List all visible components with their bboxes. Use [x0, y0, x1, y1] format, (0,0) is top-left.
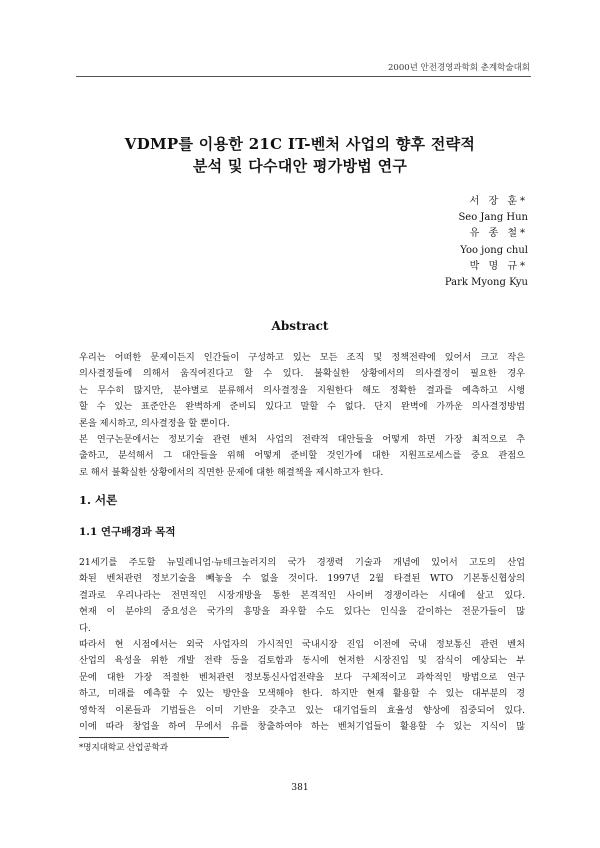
footnote-rule: [79, 737, 229, 738]
text-line: 우리는 어떠한 문제이든지 인간들이 구성하고 있는 모든 조직 및 정책전략에 있어서 크고 작은: [79, 352, 525, 363]
text-line: 하고, 미래를 예측할 수 있는 방안을 모색해야 한다. 하지만 현재 활용할 수 있는 대부분의 경: [79, 688, 525, 700]
text-line: 이에 따라 창업을 하여 무에서 유를 창출하여야 하는 벤처기업들이 활용할 수 있는 지식이 많: [79, 721, 525, 733]
body-paragraph-2: [79, 637, 525, 735]
text-line: 다.: [79, 622, 91, 634]
text-line: 할 수 있는 표준안은 완벽하게 준비되 있다고 말할 수 없다. 단지 완벽에 가까운 의사결정방법: [79, 401, 525, 413]
text-line: 는 무수히 많지만, 분야별로 분류해서 의사결정을 지원한다 해도 정확한 결과를 예측하고 시행: [79, 384, 525, 396]
section-1-1-heading: 1.1 연구배경과 목적: [79, 526, 176, 538]
text-line: 출하고, 분석해서 그 대안들을 위해 어떻게 준비할 것인가에 대한 지원프로세스를 중요 관점으: [79, 450, 525, 462]
author-2-english: Yoo jong chul: [460, 244, 528, 256]
text-line: 영학적 이론들과 기법들은 이미 기반을 갖추고 있는 대기업들의 효율성 향상에 집중되어 있다.: [79, 704, 525, 716]
abstract-heading: Abstract: [271, 319, 329, 333]
paper-title-line-1: VDMP를 이용한 21C IT-벤처 사업의 향후 전략적: [124, 135, 476, 153]
section-1-heading: 1. 서론: [79, 493, 118, 507]
text-line: 따라서 현 시점에서는 외국 사업자의 가시적인 국내시장 진입 이전에 국내 정보통신 관련 벤처: [79, 639, 525, 650]
text-line: 산업의 육성을 위한 개발 전략 등을 검토함과 동시에 현저한 시장진입 및 잠식이 예상되는 부: [79, 655, 525, 667]
text-line: 화된 벤처관련 정보기술을 빼놓을 수 없을 것이다. 1997년 2월 타결된 WTO 기본통신협상의: [79, 573, 525, 585]
abstract-paragraph-2: [79, 432, 525, 481]
text-line: 문에 대한 가장 적절한 벤처관련 정보통신사업전략을 보다 구체적이고 과학적인 방법으로 연구: [79, 671, 525, 683]
text-line: 현재 이 분야의 중요성은 국가의 흥망을 좌우할 수도 있다는 인식을 같이하는 전문가들이 많: [79, 606, 525, 618]
author-1-english: Seo Jang Hun: [458, 212, 528, 224]
text-line: 본 연구논문에서는 정보기술 관련 벤처 사업의 전략적 대안들을 어떻게 하면 가장 최적으로 추: [79, 434, 525, 445]
author-3-korean: 박 명 규*: [469, 260, 528, 272]
header-rule: [76, 76, 531, 77]
text-line: 결과로 우리나라는 전면적인 시장개방을 통한 본격적인 사이버 경쟁이라는 시대에 살고 있다.: [79, 589, 525, 601]
body-paragraph-1: [79, 555, 525, 637]
author-block: [445, 194, 528, 291]
page-number: 381: [291, 783, 309, 793]
footnote-affiliation: *명지대학교 산업공학과: [79, 743, 169, 753]
text-line: 론을 제시하고, 의사결정을 할 뿐이다.: [79, 417, 230, 429]
author-1-korean: 서 장 훈*: [469, 196, 528, 207]
text-line: 의사결정들에 의해서 움직여진다고 할 수 있다. 불확실한 상황에서의 의사결정이 필요한 경우: [79, 368, 525, 380]
abstract-paragraph-1: [79, 350, 525, 432]
running-header: 2000년 안전경영과학회 춘계학술대회: [388, 63, 530, 73]
text-line: 로 해서 불확실한 상황에서의 직면한 문제에 대한 해결책을 제시하고자 한다.: [79, 466, 384, 478]
author-3-english: Park Myong Kyu: [444, 277, 528, 289]
paper-title-line-2: 분석 및 다수대안 평가방법 연구: [192, 157, 408, 175]
text-line: 21세기를 주도할 뉴밀레니엄·뉴테크놀러지의 국가 경쟁력 기술과 개념에 있어서 고도의 산업: [79, 557, 525, 568]
author-2-korean: 유 종 철*: [469, 228, 528, 240]
